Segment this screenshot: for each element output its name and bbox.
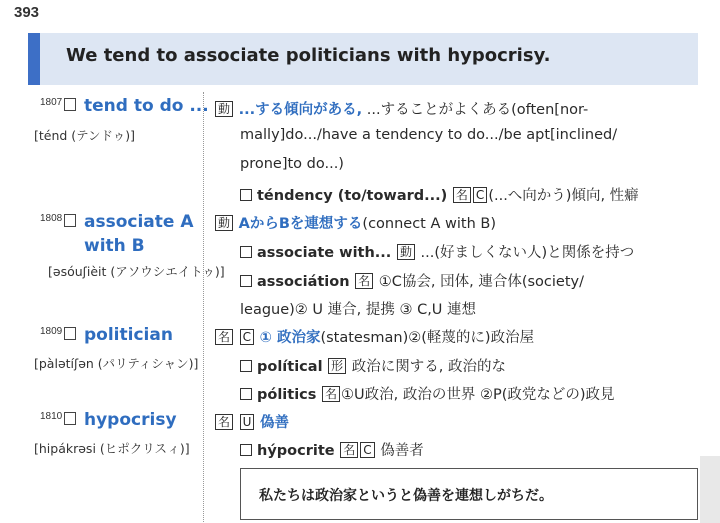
title-banner-accent [28, 33, 40, 85]
headword: hypocrisy [84, 410, 177, 430]
pos-badge: 動 [215, 101, 233, 117]
pronunciation: [ténd (テンドゥ)] [34, 128, 135, 143]
derivative-line [240, 184, 639, 205]
entry-checkbox[interactable] [64, 214, 76, 227]
definition-text: ...(好ましくない人)と関係を持つ [415, 245, 635, 261]
derivative-word: téndency (to/toward...) [257, 188, 448, 204]
entry-number: 1807 [40, 97, 63, 108]
entry-checkbox[interactable] [64, 412, 76, 425]
definition-text: mally]do.../have a tendency to do.../be apt[inclined/ [240, 127, 618, 143]
pronunciation: [əsóuʃièit (アソウシエイトゥ)] [48, 264, 225, 279]
definition-line [214, 411, 289, 432]
entry-checkbox[interactable] [64, 327, 76, 340]
definition-line [214, 326, 534, 347]
example-sentence: 私たちは政治家というと偽善を連想しがちだ。 [259, 488, 553, 504]
entry-checkbox[interactable] [64, 98, 76, 111]
pos-badge: 動 [215, 215, 233, 231]
count-badge: C [473, 187, 487, 203]
derivative-checkbox[interactable] [240, 189, 252, 201]
derivative-checkbox[interactable] [240, 246, 252, 258]
pos-badge: 名 [453, 187, 471, 203]
definition-text: prone]to do...) [240, 156, 344, 172]
derivative-word: associátion [257, 274, 350, 290]
main-meaning: AからBを連想する [238, 216, 363, 232]
pos-badge: 名 [322, 386, 340, 402]
pos-badge: 形 [328, 358, 346, 374]
page-number: 393 [14, 4, 40, 21]
pos-badge: 名 [215, 329, 233, 345]
definition-line [214, 98, 588, 119]
headword: associate A [84, 212, 194, 232]
definition-text: (...へ向かう)傾向, 性癖 [488, 188, 639, 204]
count-badge: U [240, 414, 255, 430]
definition-text: ①C協会, 団体, 連合体(society/ [374, 274, 584, 290]
definition-text: 政治に関する, 政治的な [347, 359, 506, 375]
derivative-checkbox[interactable] [240, 360, 252, 372]
pos-badge: 名 [215, 414, 233, 430]
derivative-word: associate with... [257, 245, 392, 261]
definition-text: 偽善者 [375, 443, 424, 459]
derivative-line [240, 439, 424, 460]
main-meaning: ...する傾向がある, [238, 102, 363, 118]
pos-badge: 名 [340, 442, 358, 458]
derivative-checkbox[interactable] [240, 275, 252, 287]
main-meaning: 偽善 [260, 415, 290, 431]
page-title: We tend to associate politicians with hypocrisy. [66, 45, 551, 66]
pos-badge: 動 [397, 244, 415, 260]
entry-number: 1808 [40, 213, 63, 224]
definition-text: (connect A with B) [362, 216, 496, 232]
derivative-checkbox[interactable] [240, 444, 252, 456]
derivative-line [240, 355, 506, 376]
pronunciation: [pàlətíʃən (パリティシャン)] [34, 356, 199, 371]
definition-text: league)② U 連合, 提携 ③ C,U 連想 [240, 302, 477, 318]
column-divider [203, 92, 205, 522]
derivative-line [240, 241, 634, 262]
definition-line [240, 156, 344, 172]
pos-badge: 名 [355, 273, 373, 289]
definition-line [240, 127, 617, 143]
main-meaning: ① 政治家 [259, 330, 321, 346]
definition-text: (statesman)②(軽蔑的に)政治屋 [320, 330, 535, 346]
entry-number: 1809 [40, 326, 63, 337]
headword: politician [84, 325, 173, 345]
definition-line [240, 298, 476, 319]
derivative-word: pólitics [257, 387, 317, 403]
count-badge: C [360, 442, 374, 458]
definition-text: ①U政治, 政治の世界 ②P(政党などの)政見 [341, 387, 615, 403]
derivative-checkbox[interactable] [240, 388, 252, 400]
derivative-line [240, 270, 584, 291]
definition-line [214, 212, 496, 233]
example-sentence-box [240, 468, 698, 520]
page-edge-shadow [700, 456, 720, 523]
headword-continued: with B [84, 236, 145, 256]
count-badge: C [240, 329, 254, 345]
definition-text: ...することがよくある(often[nor- [362, 102, 589, 118]
derivative-line [240, 383, 615, 404]
derivative-word: polítical [257, 359, 323, 375]
headword: tend to do ... [84, 96, 209, 116]
derivative-word: hýpocrite [257, 443, 335, 459]
entry-number: 1810 [40, 411, 63, 422]
pronunciation: [hipákrəsi (ヒポクリスィ)] [34, 441, 190, 456]
